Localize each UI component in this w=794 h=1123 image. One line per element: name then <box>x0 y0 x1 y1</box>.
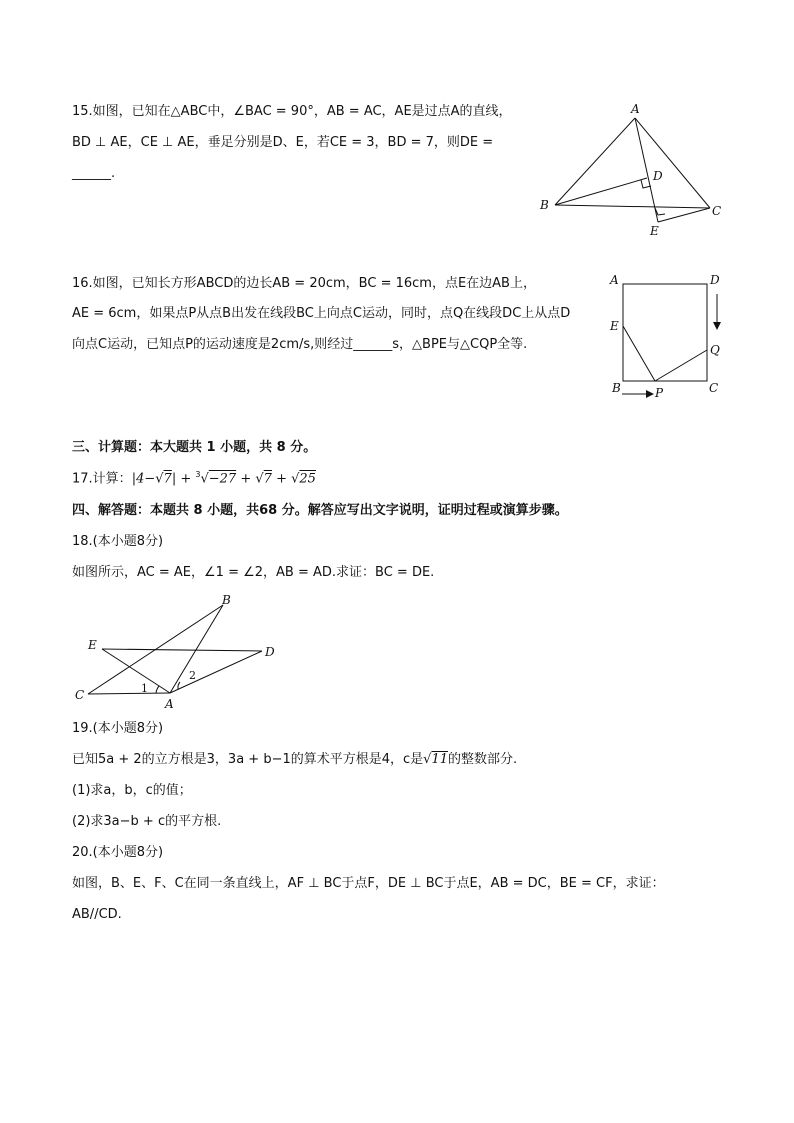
q15-triangle-figure <box>530 100 730 240</box>
sqrt-symbol: √ <box>155 471 164 487</box>
q17-radicand-3: 7 <box>263 471 272 487</box>
q17-radicand-1: 7 <box>163 471 172 487</box>
q16-line-2: AE = 6cm，如果点P从点B出发在线段BC上向点C运动，同时，点Q在线段DC上从点D <box>72 306 571 321</box>
q17-expression <box>72 466 316 488</box>
q17-plus-1: + <box>236 471 256 487</box>
sqrt-symbol: √ <box>291 471 300 487</box>
section-3-title: 三、计算题：本大题共 1 小题，共 8 分。 <box>72 440 317 455</box>
q16-label-p: P <box>655 386 664 400</box>
q16-line-3: 向点C运动，已知点P的运动速度是2cm/s,则经过______s，△BPE与△CQP全等. <box>72 337 528 352</box>
section-4-title: 四、解答题：本题共 8 小题，共68 分。解答应写出文字说明，证明过程或演算步骤。 <box>72 503 568 518</box>
q17-plus-2: + <box>271 471 292 487</box>
q17-cube-index: 3 <box>195 470 201 479</box>
q18-text: 如图所示，AC = AE，∠1 = ∠2，AB = AD.求证：BC = DE. <box>72 565 435 580</box>
q18-label-a: A <box>165 697 174 711</box>
q19-text-a: 已知5a + 2的立方根是3，3a + b−1的算术平方根是4，c是 <box>72 752 424 767</box>
q16-label-q: Q <box>710 343 720 357</box>
q16-rectangle-figure <box>600 268 730 403</box>
q17-radicand-2: −27 <box>208 471 237 487</box>
q19-part-1: (1)求a，b，c的值； <box>72 783 192 798</box>
q16-label-e: E <box>610 319 619 333</box>
q15-line-1: 15.如图，已知在△ABC中，∠BAC = 90°，AB = AC，AE是过点A的直线， <box>72 104 512 119</box>
cube-root-symbol: √ <box>200 471 209 487</box>
q18-label-b: B <box>222 593 231 607</box>
q19-part-2: (2)求3a−b + c的平方根. <box>72 814 222 829</box>
q15-line-3: ______. <box>72 166 116 181</box>
q16-label-c: C <box>709 381 719 395</box>
q20-header: 20.(本小题8分) <box>72 845 164 860</box>
q15-label-c: C <box>712 204 722 218</box>
q18-label-c: C <box>75 688 85 702</box>
q19-header: 19.(本小题8分) <box>72 721 164 736</box>
q18-angle-1-label: 1 <box>141 682 148 695</box>
q17-radicand-4: 25 <box>299 471 316 487</box>
q19-text-b: 的整数部分. <box>448 752 518 767</box>
q15-label-d: D <box>653 169 663 183</box>
q16-line-1: 16.如图，已知长方形ABCD的边长AB = 20cm，BC = 16cm，点E在边AB上， <box>72 276 536 291</box>
q18-label-d: D <box>265 645 275 659</box>
q15-line-2: BD ⊥ AE，CE ⊥ AE，垂足分别是D、E，若CE = 3，BD = 7，则DE = <box>72 135 494 150</box>
sqrt-symbol: √ <box>255 471 264 487</box>
q16-label-a: A <box>610 273 619 287</box>
q18-header: 18.(本小题8分) <box>72 534 164 549</box>
q18-angle-2-label: 2 <box>189 669 196 682</box>
q15-label-e: E <box>650 224 659 238</box>
q17-abs-open: |4− <box>131 471 156 487</box>
q15-label-a: A <box>631 102 640 116</box>
q18-figure <box>70 592 290 712</box>
q18-label-e: E <box>88 638 97 652</box>
q20-line-2: AB//CD. <box>72 907 122 922</box>
q16-label-d: D <box>710 273 720 287</box>
q20-line-1: 如图，B、E、F、C在同一条直线上，AF ⊥ BC于点F，DE ⊥ BC于点E，AB = DC，BE = CF，求证： <box>72 876 665 891</box>
q17-prefix: 17.计算： <box>72 471 132 487</box>
q16-label-b: B <box>612 381 621 395</box>
q17-abs-close: | + <box>171 471 196 487</box>
q19-text <box>72 751 517 769</box>
q15-label-b: B <box>540 198 549 212</box>
q19-root: 11 <box>431 752 449 767</box>
sqrt-symbol: √ <box>423 752 432 767</box>
